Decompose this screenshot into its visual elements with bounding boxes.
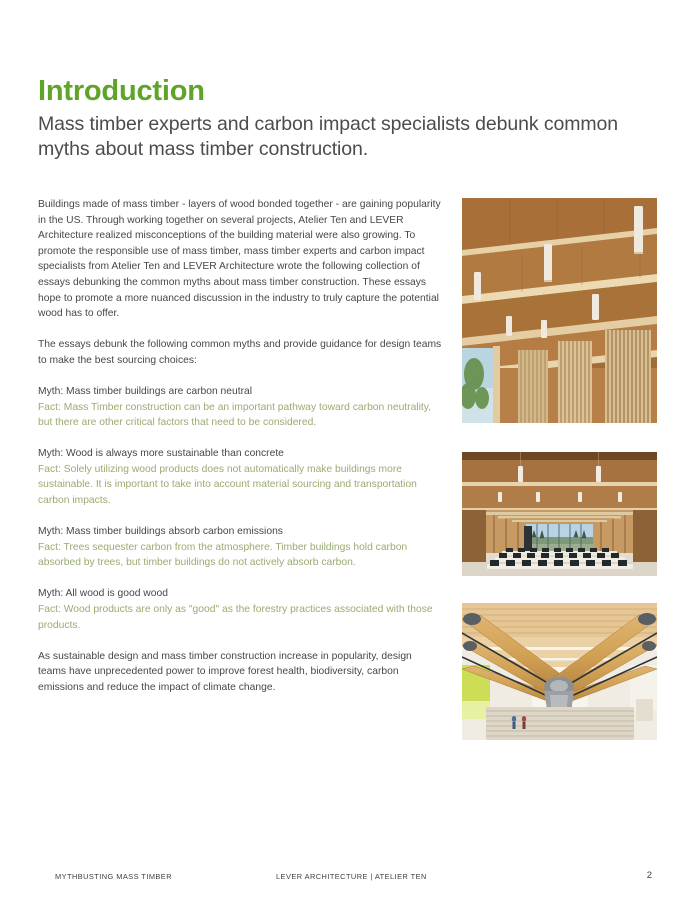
lead-in-paragraph: The essays debunk the following common myths and provide guidance for design teams to make the best sourcing choices: [38,339,442,366]
myth-fact-item [38,384,442,431]
myth-statement: Myth: Mass timber buildings are carbon neutral [38,385,253,397]
page-footer [0,872,700,892]
footer-page-number: 2 [646,870,652,881]
myth-statement: Myth: Wood is always more sustainable than concrete [38,448,284,460]
page-title: Introduction [38,75,205,107]
myth-fact-item [38,446,442,508]
fact-statement: Fact: Wood products are only as "good" as the forestry practices associated with those products. [38,603,433,631]
page-heading-block [38,76,638,162]
body-text-column [38,197,442,695]
intro-paragraph: Buildings made of mass timber - layers of wood bonded together - are gaining popularity in the US. Through working together on several projects, Atelier Ten and LEVER Architecture realized misconceptions of the building material were also growing. To promote the responsible use of mass timber, mass timber experts and carbon impact specialists from Atelier Ten and LEVER Architecture wrote the following collection of essays debunking the common myths about mass timber construction. These essays hope to promote a more nuanced discussion in the industry to truly capture the potential wood has to offer. [38,199,441,320]
timber-auditorium-photo [462,452,657,576]
myth-statement: Myth: Mass timber buildings absorb carbon emissions [38,526,283,538]
timber-truss-atrium-photo [462,603,657,740]
fact-statement: Fact: Solely utilizing wood products does not automatically make buildings more sustainable. It is important to take into account material sourcing and transportation carbon impacts. [38,463,417,506]
myth-fact-item [38,586,442,633]
fact-statement: Fact: Trees sequester carbon from the atmosphere. Timber buildings hold carbon absorbed by trees, but timber buildings do not actively absorb carbon. [38,541,408,569]
myth-fact-item [38,524,442,571]
footer-firm-credits: LEVER ARCHITECTURE | ATELIER TEN [276,872,427,881]
footer-document-title: MYTHBUSTING MASS TIMBER [55,872,172,881]
closing-paragraph: As sustainable design and mass timber construction increase in popularity, design teams have unprecedented power to improve forest health, biodiversity, carbon emissions and reduce the impact of climate change. [38,650,412,693]
page-subtitle: Mass timber experts and carbon impact specialists debunk common myths about mass timber construction. [38,113,619,161]
fact-statement: Fact: Mass Timber construction can be an important pathway toward carbon neutrality, but there are other critical factors that need to be considered. [38,401,431,429]
mass-timber-ceiling-photo [462,198,657,423]
myth-statement: Myth: All wood is good wood [38,588,168,600]
